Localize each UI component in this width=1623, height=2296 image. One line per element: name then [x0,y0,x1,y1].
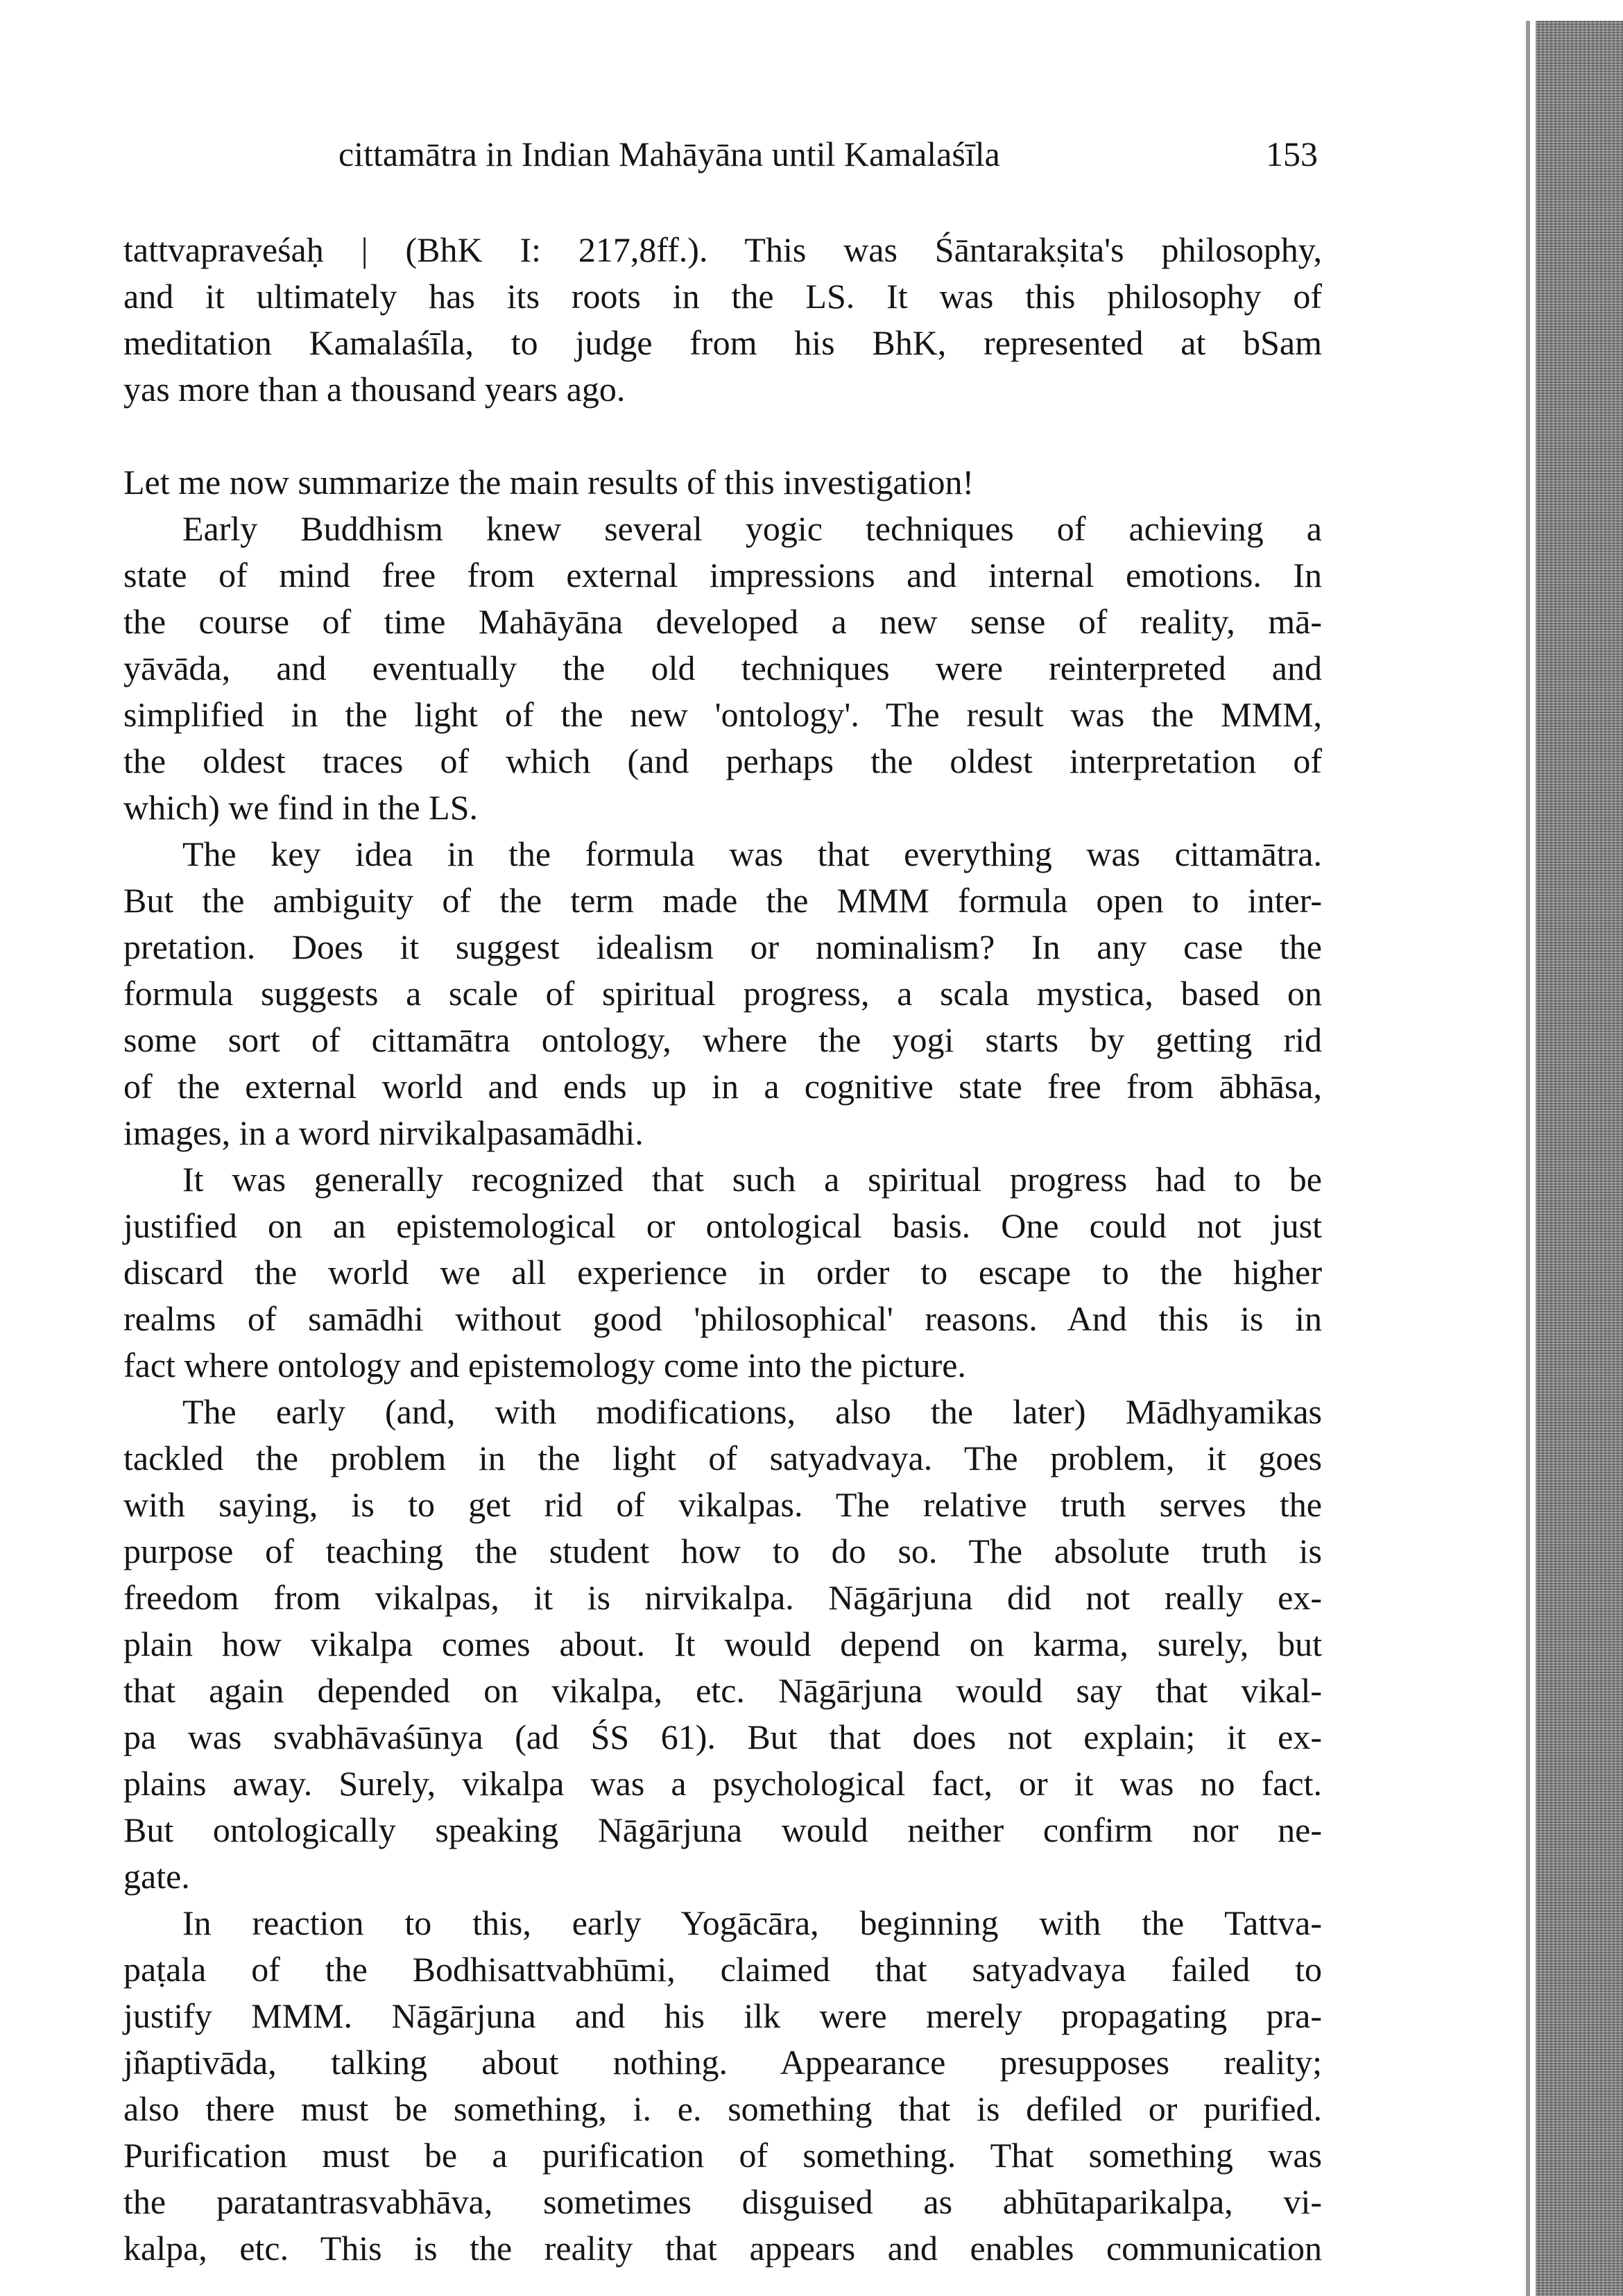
page-edge [1526,21,1530,2296]
scan-binding-edge [1536,21,1623,2296]
text-line: paṭala of the Bodhisattvabhūmi, claimed that satyadvaya failed to [123,1950,1322,1989]
text-line: discard the world we all experience in order to escape to the higher [123,1253,1322,1292]
text-line: that again depended on vikalpa, etc. Nāgārjuna would say that vikal- [123,1671,1322,1710]
text-line: the course of time Mahāyāna developed a new sense of reality, mā- [123,602,1322,641]
text-line: which) we find in the LS. [123,788,479,827]
text-line: plains away. Surely, vikalpa was a psychological fact, or it was no fact. [123,1764,1322,1803]
text-line: freedom from vikalpas, it is nirvikalpa. Nāgārjuna did not really ex- [123,1578,1322,1617]
text-line: state of mind free from external impressions and internal emotions. In [123,556,1322,594]
text-line: But ontologically speaking Nāgārjuna would neither confirm nor ne- [123,1810,1322,1849]
text-line: jñaptivāda, talking about nothing. Appearance presupposes reality; [123,2043,1322,2082]
text-line: The early (and, with modifications, also the later) Mādhyamikas [182,1392,1322,1431]
text-line: the paratantrasvabhāva, sometimes disguised as abhūtaparikalpa, vi- [123,2182,1322,2221]
text-line: yas more than a thousand years ago. [123,370,626,409]
text-line: fact where ontology and epistemology come into the picture. [123,1346,966,1385]
text-line: Let me now summarize the main results of this investigation! [123,463,974,502]
text-line: Early Buddhism knew several yogic techniques of achieving a [182,509,1322,548]
text-line: tackled the problem in the light of satyadvaya. The problem, it goes [123,1439,1322,1477]
text-line: pretation. Does it suggest idealism or nominalism? In any case the [123,927,1322,966]
page-number: 153 [1266,135,1318,173]
text-line: with saying, is to get rid of vikalpas. The relative truth serves the [123,1485,1322,1524]
text-line: formula suggests a scale of spiritual progress, a scala mystica, based on [123,974,1322,1013]
text-line: meditation Kamalaśīla, to judge from his BhK, represented at bSam [123,323,1322,362]
text-line: images, in a word nirvikalpasamādhi. [123,1113,644,1152]
text-line: of the external world and ends up in a cognitive state free from ābhāsa, [123,1067,1322,1106]
text-line: kalpa, etc. This is the reality that appears and enables communication [123,2229,1322,2268]
text-line: the oldest traces of which (and perhaps the oldest interpretation of [123,742,1322,780]
text-line: also there must be something, i. e. something that is defiled or purified. [123,2089,1322,2128]
text-line: realms of samādhi without good 'philosophical' reasons. And this is in [123,1299,1322,1338]
body-text [123,227,1322,2272]
text-line: and it ultimately has its roots in the LS. It was this philosophy of [123,277,1322,316]
text-line: But the ambiguity of the term made the MMM formula open to inter- [123,881,1322,920]
text-line: purpose of teaching the student how to do so. The absolute truth is [123,1532,1322,1570]
text-line: In reaction to this, early Yogācāra, beginning with the Tattva- [182,1903,1322,1942]
text-line: justified on an epistemological or ontological basis. One could not just [123,1206,1322,1245]
text-line: justify MMM. Nāgārjuna and his ilk were merely propagating pra- [123,1996,1322,2035]
running-head: cittamātra in Indian Mahāyāna until Kamalaśīla [338,135,1000,173]
text-line: Purification must be a purification of something. That something was [123,2136,1322,2175]
text-line: pa was svabhāvaśūnya (ad ŚS 61). But that does not explain; it ex- [123,1717,1322,1756]
text-line: The key idea in the formula was that everything was cittamātra. [182,834,1322,873]
text-line: plain how vikalpa comes about. It would depend on karma, surely, but [123,1625,1322,1663]
text-line: yāvāda, and eventually the old techniques were reinterpreted and [123,649,1322,687]
text-line: some sort of cittamātra ontology, where the yogi starts by getting rid [123,1020,1322,1059]
text-line: gate. [123,1857,190,1896]
text-line: tattvapraveśaḥ | (BhK I: 217,8ff.). This was Śāntarakṣita's philosophy, [123,230,1322,269]
paragraph-gap [123,413,1322,459]
text-line: simplified in the light of the new 'ontology'. The result was the MMM, [123,695,1322,734]
text-line: It was generally recognized that such a spiritual progress had to be [182,1160,1322,1199]
